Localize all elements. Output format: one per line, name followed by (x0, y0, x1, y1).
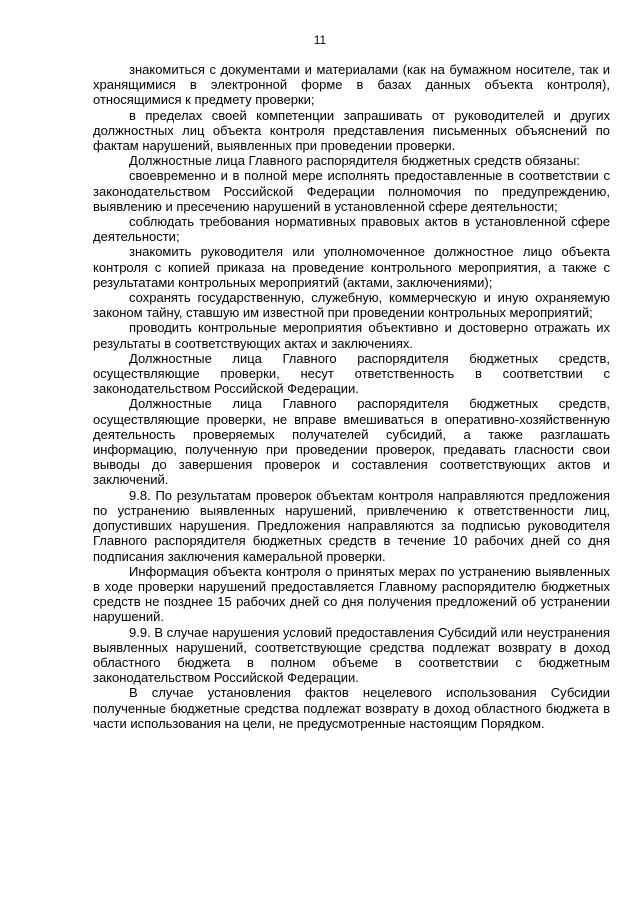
paragraph: знакомиться с документами и материалами (как на бумажном носителе, так и хранящимися в электронной форме в базах данных объекта контроля), относящимися к предмету проверки; (93, 62, 610, 108)
paragraph: Должностные лица Главного распорядителя бюджетных средств, осуществляющие проверки, не вправе вмешиваться в оперативно-хозяйственную деятельность проверяемых получателей субсидий, а также разглашать информацию, полученную при проведении проверок, предавать гласности свои выводы до завершения проверок и составления соответствующих актов и заключений. (93, 396, 610, 488)
paragraph: своевременно и в полной мере исполнять предоставленные в соответствии с законодательством Российской Федерации полномочия по предупреждению, выявлению и пресечению нарушений в установленной сфере деятельности; (93, 168, 610, 214)
paragraph: соблюдать требования нормативных правовых актов в установленной сфере деятельности; (93, 214, 610, 245)
paragraph: Должностные лица Главного распорядителя бюджетных средств обязаны: (129, 153, 580, 169)
paragraph: проводить контрольные мероприятия объективно и достоверно отражать их результаты в соответствующих актах и заключениях. (93, 320, 610, 351)
page-number: 11 (313, 33, 327, 47)
paragraph: в пределах своей компетенции запрашивать от руководителей и других должностных лиц объекта контроля представления письменных объяснений по фактам нарушений, выявленных при проведении проверки. (93, 107, 610, 154)
paragraph: Информация объекта контроля о принятых мерах по устранению выявленных в ходе проверки нарушений предоставляется Главному распорядителю бюджетных средств не позднее 15 рабочих дней со дня получения предложений об устранении нарушений. (93, 563, 610, 625)
paragraph: сохранять государственную, служебную, коммерческую и иную охраняемую законом тайну, ставшую им известной при проведении контрольных мероприятий; (93, 290, 610, 321)
paragraph: 9.9. В случае нарушения условий предоставления Субсидий или неустранения выявленных нарушений, соответствующие средства подлежат возврату в доход областного бюджета в полном объеме в соответствии с бюджетным законодательством Российской Федерации. (93, 624, 610, 686)
document-body (93, 62, 610, 731)
paragraph: В случае установления фактов нецелевого использования Субсидии полученные бюджетные средства подлежат возврату в доход областного бюджета в части использования на цели, не предусмотренные настоящим Порядком. (93, 685, 610, 731)
paragraph: знакомить руководителя или уполномоченное должностное лицо объекта контроля с копией приказа на проведение контрольного мероприятия, а также с результатами контрольных мероприятий (актами, заключениями); (93, 244, 610, 290)
paragraph: 9.8. По результатам проверок объектам контроля направляются предложения по устранению выявленных нарушений, привлечению к ответственности лиц, допустивших нарушения. Предложения направляются за подписью руководителя Главного распорядителя бюджетных средств в течение 10 рабочих дней со дня подписания заключения камеральной проверки. (93, 487, 610, 564)
paragraph: Должностные лица Главного распорядителя бюджетных средств, осуществляющие проверки, несут ответственность в соответствии с законодательством Российской Федерации. (93, 350, 610, 397)
